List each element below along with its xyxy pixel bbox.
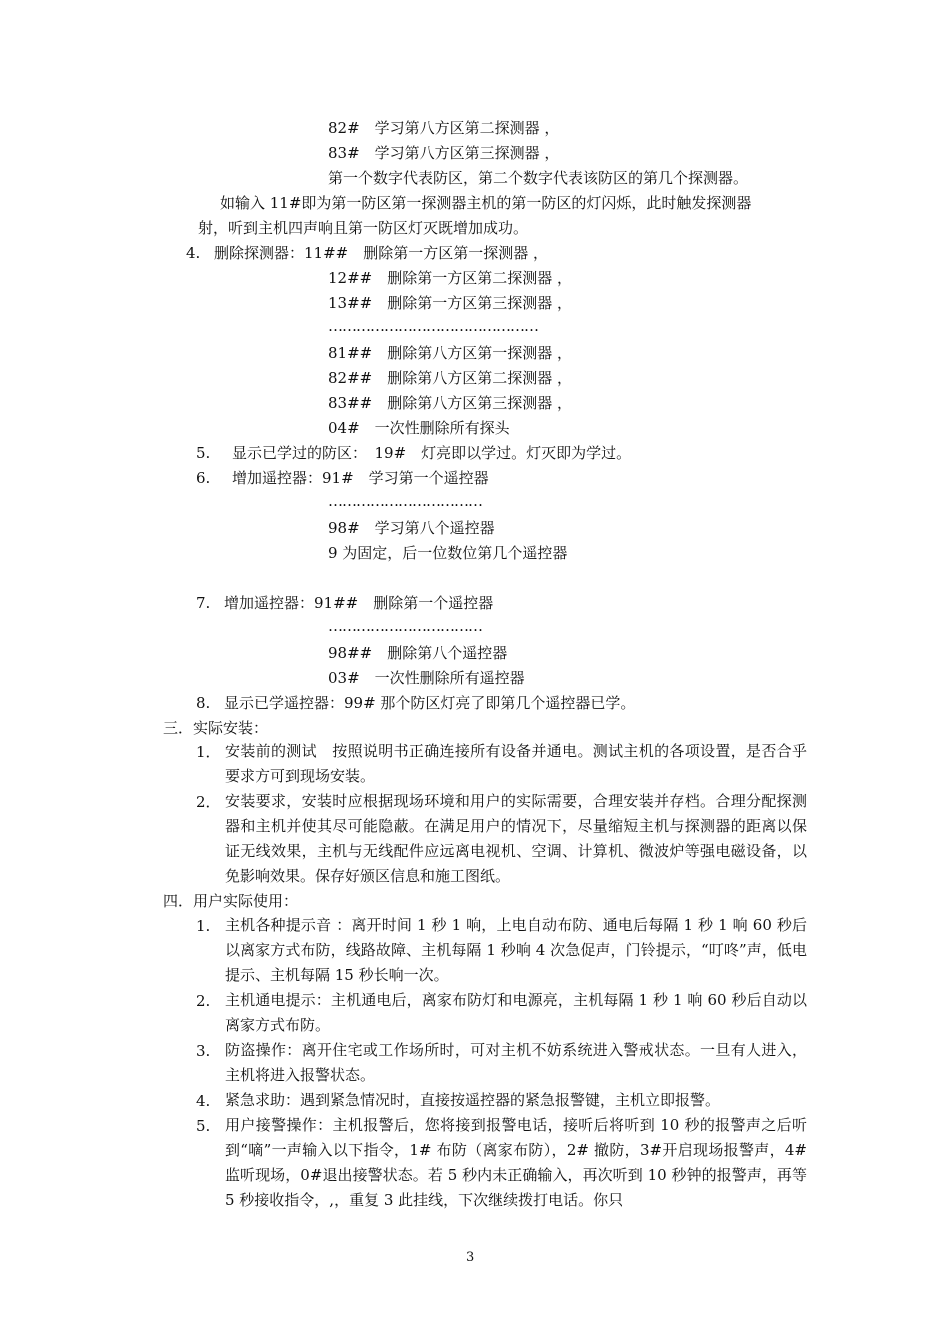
s4-item5-number: 5. [196,1117,211,1135]
s4-item4-text: 紧急求助：遇到紧急情况时，直接按遥控器的紧急报警键，主机立即报警。 [225,1091,721,1109]
item4-line: 13## 删除第一方区第三探测器 ， [328,294,572,312]
s3-item1-text: 安装前的测试 按照说明书正确连接所有设备并通电。测试主机的各项设置，是否合乎要求方可到现场安装。 [225,742,807,785]
item4-number: 4. [186,244,201,262]
item4-line: 83## 删除第八方区第三探测器 ， [328,394,572,412]
learn-line-82: 82# 学习第八方区第二探测器 ， [328,119,560,137]
item7-line: 98## 删除第八个遥控器 [328,644,508,662]
example-line-2: 射，听到主机四声响且第一防区灯灭既增加成功。 [198,219,529,237]
item6-ellipsis: …………………………… [328,492,482,510]
item7-line: 03# 一次性删除所有遥控器 [328,669,525,687]
item7-heading: 增加遥控器：91## 删除第一个遥控器 [224,594,494,612]
s4-item1-text: 主机各种提示音 ：离开时间 1 秒 1 响，上电自动布防、通电后每隔 1 秒 1 响 60 秒后以离家方式布防，线路故障、主机每隔 1 秒响 4 次急促声，门铃提示，“叮咚”声，低电提示、主机每隔 15 秒长响一次。 [225,916,807,984]
item4-line: 12## 删除第一方区第二探测器 ， [328,269,572,287]
page-number: 3 [466,1250,475,1265]
item5-number: 5. [196,444,211,462]
s3-item1-number: 1． [196,743,221,761]
item4-ellipsis: ……………………………………… [328,317,538,335]
section4-title: 四．用户实际使用： [163,892,299,910]
item8-text: 显示已学遥控器：99# 那个防区灯亮了即第几个遥控器已学。 [224,694,636,712]
item4-line: 04# 一次性删除所有探头 [328,419,510,437]
learn-line-83: 83# 学习第八方区第三探测器 ， [328,144,560,162]
item7-number: 7. [196,594,211,612]
s4-item3-text: 防盗操作：离开住宅或工作场所时，可对主机不妨系统进入警戒状态。一旦有人进入，主机将进入报警状态。 [225,1041,807,1084]
item7-ellipsis: …………………………… [328,617,482,635]
s4-item2-text: 主机通电提示：主机通电后，离家布防灯和电源亮，主机每隔 1 秒 1 响 60 秒后自动以离家方式布防。 [225,991,807,1034]
item6-line: 98# 学习第八个遥控器 [328,519,495,537]
item8-number: 8. [196,694,211,712]
item4-line: 81## 删除第八方区第一探测器 ， [328,344,572,362]
item6-heading: 增加遥控器：91# 学习第一个遥控器 [232,469,489,487]
s4-item3-number: 3. [196,1042,211,1060]
s3-item2-text: 安装要求，安装时应根据现场环境和用户的实际需要，合理安装并存档。合理分配探测器和主机并使其尽可能隐蔽。在满足用户的情况下，尽量缩短主机与探测器的距离以保证无线效果，主机与无线配件应远离电视机、空调、计算机、微波炉等强电磁设备，以免影响效果。保存好颁区信息和施工图纸。 [225,792,807,885]
s4-item1-number: 1. [196,917,211,935]
example-line-1: 如输入 11#即为第一防区第一探测器主机的第一防区的灯闪烁，此时触发探测器 [220,194,752,212]
learn-note: 第一个数字代表防区，第二个数字代表该防区的第几个探测器。 [328,169,749,187]
s4-item2-number: 2. [196,992,211,1010]
s4-item4-number: 4. [196,1092,211,1110]
item4-heading: 删除探测器：11## 删除第一方区第一探测器 ， [214,244,548,262]
section3-title: 三．实际安装： [163,719,269,737]
item5-text: 显示已学过的防区： 19# 灯亮即以学过。灯灭即为学过。 [232,444,632,462]
s3-item2-number: 2． [196,793,221,811]
item4-line: 82## 删除第八方区第二探测器 ， [328,369,572,387]
s4-item5-text: 用户接警操作：主机报警后，您将接到报警电话，接听后将听到 10 秒的报警声之后听到“嘀”一声输入以下指令，1# 布防（离家布防），2# 撤防，3#开启现场报警声，4#监听现场，0#退出接警状态。若 5 秒内未正确输入，再次听到 10 秒钟的报警声，再等 5 秒接收指令，,，重复 3 此挂线，下次继续拨打电话。你只 [225,1116,807,1209]
item6-number: 6. [196,469,211,487]
item6-line: 9 为固定，后一位数位第几个遥控器 [328,544,568,562]
